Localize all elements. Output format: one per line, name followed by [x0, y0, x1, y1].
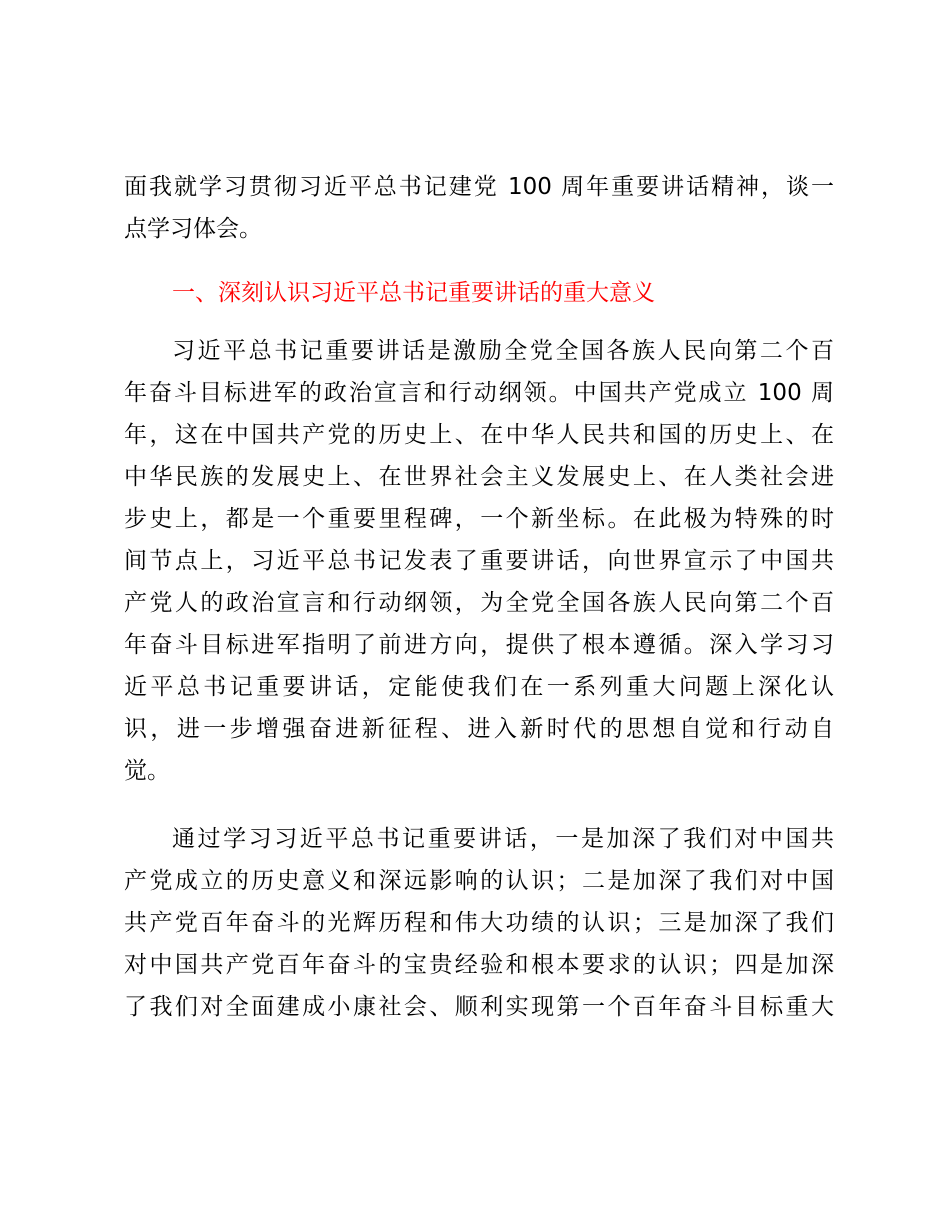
paragraph-1-line: 识，进一步增强奋进新征程、进入新时代的思想自觉和行动自 [124, 716, 834, 742]
paragraph-2-line: 通过学习习近平总书记重要讲话，一是加深了我们对中国共 [172, 826, 834, 852]
paragraph-1-line: 近平总书记重要讲话，定能使我们在一系列重大问题上深化认 [124, 674, 834, 700]
paragraph-2-line: 产党成立的历史意义和深远影响的认识；二是加深了我们对中国 [124, 868, 834, 894]
paragraph-2-line: 对中国共产党百年奋斗的宝贵经验和根本要求的认识；四是加深 [124, 952, 834, 978]
paragraph-2-line: 了我们对全面建成小康社会、顺利实现第一个百年奋斗目标重大 [124, 994, 834, 1020]
paragraph-1-line: 间节点上，习近平总书记发表了重要讲话，向世界宣示了中国共 [124, 548, 834, 574]
intro-paragraph-line: 点学习体会。 [124, 216, 262, 242]
paragraph-1-line: 中华民族的发展史上、在世界社会主义发展史上、在人类社会进 [124, 464, 834, 490]
intro-paragraph-line: 面我就学习贯彻习近平总书记建党 100 周年重要讲话精神，谈一 [124, 174, 834, 200]
paragraph-1-line: 年奋斗目标进军的政治宣言和行动纲领。中国共产党成立 100 周 [124, 380, 834, 406]
paragraph-1-line: 年，这在中国共产党的历史上、在中华人民共和国的历史上、在 [124, 422, 834, 448]
paragraph-1-line: 步史上，都是一个重要里程碑，一个新坐标。在此极为特殊的时 [124, 506, 834, 532]
paragraph-2-line: 共产党百年奋斗的光辉历程和伟大功绩的认识；三是加深了我们 [124, 910, 834, 936]
paragraph-1-line: 年奋斗目标进军指明了前进方向，提供了根本遵循。深入学习习 [124, 632, 834, 658]
section-heading: 一、深刻认识习近平总书记重要讲话的重大意义 [172, 280, 655, 306]
paragraph-1-line: 产党人的政治宣言和行动纲领，为全党全国各族人民向第二个百 [124, 590, 834, 616]
paragraph-1-line: 习近平总书记重要讲话是激励全党全国各族人民向第二个百 [172, 338, 834, 364]
paragraph-1-line: 觉。 [124, 758, 170, 784]
